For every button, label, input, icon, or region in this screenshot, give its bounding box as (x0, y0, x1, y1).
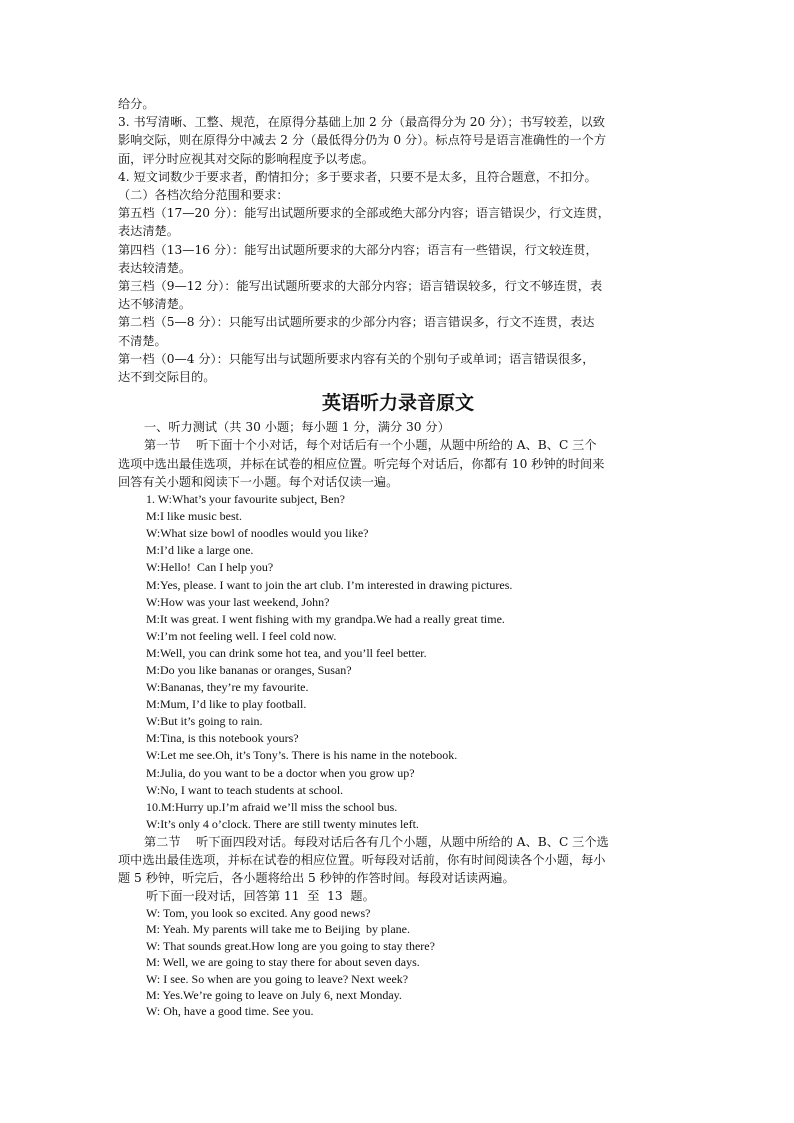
transcript-line: M:I’d like a large one. (146, 543, 254, 558)
transcript-line: W:No, I want to teach students at school. (146, 782, 344, 797)
transcript-line: M:Yes, please. I want to join the art club. I’m interested in drawing pictures. (146, 577, 513, 592)
transcript-line: W: That sounds great.How long are you going to stay there? (146, 938, 435, 953)
scoring-criteria (118, 95, 678, 386)
transcript-line: W: Tom, you look so excited. Any good news? (146, 905, 371, 920)
scoring-line: 第四档（13—16 分）：能写出试题所要求的大部分内容；语言有一些错误，行文较连贯， (118, 242, 598, 257)
section1-intro-line: 选项中选出最佳选项，并标在试卷的相应位置。听完每个对话后，你都有 10 秒钟的时间来 (118, 456, 605, 471)
transcript-line: M:Do you like bananas or oranges, Susan? (146, 663, 352, 677)
scoring-line: （二）各档次给分范围和要求： (118, 188, 289, 203)
listening-title: 英语听力录音原文 (321, 392, 474, 415)
scoring-line: 第三档（9—12 分）：能写出试题所要求的大部分内容；语言错误较多，行文不够连贯，表 (118, 279, 603, 294)
listening-subtitle: 一、听力测试（共 30 小题；每小题 1 分，满分 30 分） (144, 420, 450, 435)
transcript-line: W:I’m not feeling well. I feel cold now. (146, 628, 337, 643)
scoring-line: 影响交际，则在原得分中减去 2 分（最低得分仍为 0 分）。标点符号是语言准确性的一个方 (118, 133, 607, 148)
transcript-line: M:Mum, I’d like to play football. (146, 697, 307, 712)
transcript-line: M:Tina, is this notebook yours? (146, 731, 299, 746)
section2-intro-line: 题 5 秒钟，听完后，各小题将给出 5 秒钟的作答时间。每段对话读两遍。 (118, 871, 515, 886)
transcript-line: M:It was great. I went fishing with my grandpa.We had a really great time. (146, 611, 505, 626)
dialogue1-transcript (118, 905, 678, 1020)
section2-intro-line: 项中选出最佳选项，并标在试卷的相应位置。听每段对话前，你有时间阅读各个小题，每小 (118, 853, 606, 868)
scoring-line: 给分。 (118, 97, 155, 111)
scoring-line: 4. 短文词数少于要求者，酌情扣分；多于要求者，只要不是太多，且符合题意，不扣分。 (118, 169, 597, 184)
scoring-line: 面，评分时应视其对交际的影响程度予以考虑。 (118, 151, 374, 166)
transcript-line: M: Yeah. My parents will take me to Beijing by plane. (146, 922, 410, 937)
section1-intro-line: 第一节 听下面十个小对话，每个对话后有一个小题，从题中所给的 A、B、C 三个 (144, 438, 597, 453)
transcript-line: M: Well, we are going to stay there for about seven days. (146, 955, 420, 970)
scoring-line: 达不到交际目的。 (118, 370, 216, 385)
scoring-line: 第一档（0—4 分）：只能写出与试题所要求内容有关的个别句子或单词；语言错误很多， (118, 351, 595, 366)
transcript-line: M:Julia, do you want to be a doctor when you grow up? (146, 765, 415, 780)
scoring-line: 表达较清楚。 (118, 260, 192, 275)
scoring-line: 3. 书写清晰、工整、规范，在原得分基础上加 2 分（最高得分为 20 分）；书写较差，以致 (118, 115, 605, 130)
transcript-line: M: Yes.We’re going to leave on July 6, next Monday. (146, 987, 402, 1002)
scoring-line: 第五档（17—20 分）：能写出试题所要求的全部或绝大部分内容；语言错误少，行文连贯， (118, 206, 610, 221)
document-page (118, 95, 678, 1020)
transcript-line: 1. W:What’s your favourite subject, Ben? (146, 492, 345, 507)
scoring-line: 不清楚。 (118, 333, 167, 348)
transcript-line: M:I like music best. (146, 509, 242, 524)
section1-intro (118, 436, 678, 491)
section2-intro-line: 第二节 听下面四段对话。每段对话后各有几个小题，从题中所给的 A、B、C 三个选 (144, 834, 609, 849)
transcript-line: W: I see. So when are you going to leave? Next week? (146, 971, 409, 986)
scoring-line: 表达清楚。 (118, 224, 179, 239)
transcript-line: W:How was your last weekend, John? (146, 594, 330, 609)
transcript-line: W:It’s only 4 o’clock. There are still twenty minutes left. (146, 816, 419, 831)
transcript-line: W:Hello! Can I help you? (146, 560, 274, 575)
transcript-line: W:Bananas, they’re my favourite. (146, 680, 309, 695)
transcript-line: W:But it’s going to rain. (146, 714, 263, 729)
transcript-line: 10.M:Hurry up.I’m afraid we’ll miss the school bus. (146, 799, 398, 814)
scoring-line: 达不够清楚。 (118, 297, 192, 312)
section1-intro-line: 回答有关小题和阅读下一小题。每个对话仅读一遍。 (118, 474, 399, 489)
transcript-line: W: Oh, have a good time. See you. (146, 1004, 314, 1019)
transcript-line: W:What size bowl of noodles would you like? (146, 526, 369, 541)
section1-transcript (118, 491, 678, 833)
section2-intro (118, 833, 678, 888)
scoring-line: 第二档（5—8 分）：只能写出试题所要求的少部分内容；语言错误多，行文不连贯，表达 (118, 315, 595, 330)
transcript-line: W:Let me see.Oh, it’s Tony’s. There is his name in the notebook. (146, 748, 458, 763)
dialogue1-heading: 听下面一段对话，回答第 11 至 13 题。 (146, 888, 375, 903)
transcript-line: M:Well, you can drink some hot tea, and you’ll feel better. (146, 645, 427, 660)
